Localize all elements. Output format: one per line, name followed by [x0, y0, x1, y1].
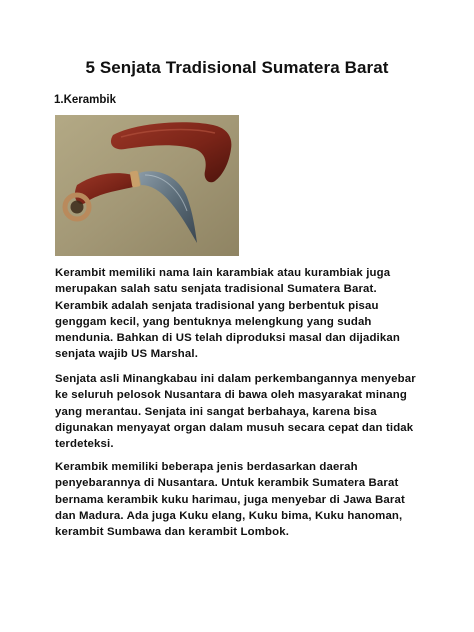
paragraph-2: Senjata asli Minangkabau ini dalam perkembangannya menyebar ke seluruh pelosok Nusantara di bawa oleh masyarakat minang yang merantau. Senjata ini sangat berbahaya, karena bisa digunakan menyayat organ dalam musuh secara cepat dan tidak terdeteksi. — [55, 373, 416, 451]
document-title: 5 Senjata Tradisional Sumatera Barat — [85, 58, 389, 77]
kerambit-illustration — [55, 115, 239, 256]
section-heading: 1.Kerambik — [54, 94, 117, 106]
paragraph-3: Kerambik memiliki beberapa jenis berdasarkan daerah penyebarannya di Nusantara. Untuk kerambik Sumatera Barat bernama kerambik kuku harimau, juga menyebar di Jawa Barat dan Madura. Ada juga Kuku elang, Kuku bima, Kuku hanoman, kerambit Sumbawa dan kerambit Lombok. — [55, 461, 405, 539]
kerambit-photo — [55, 115, 239, 256]
paragraph-1: Kerambit memiliki nama lain karambiak atau kurambiak juga merupakan salah satu senjata tradisional Sumatera Barat. Kerambik adalah senjata tradisional yang berbentuk pisau genggam kecil, yang bentuknya melengkung yang sudah mendunia. Bahkan di US telah diproduksi masal dan dijadikan senjata wajib US Marshal. — [55, 267, 400, 361]
